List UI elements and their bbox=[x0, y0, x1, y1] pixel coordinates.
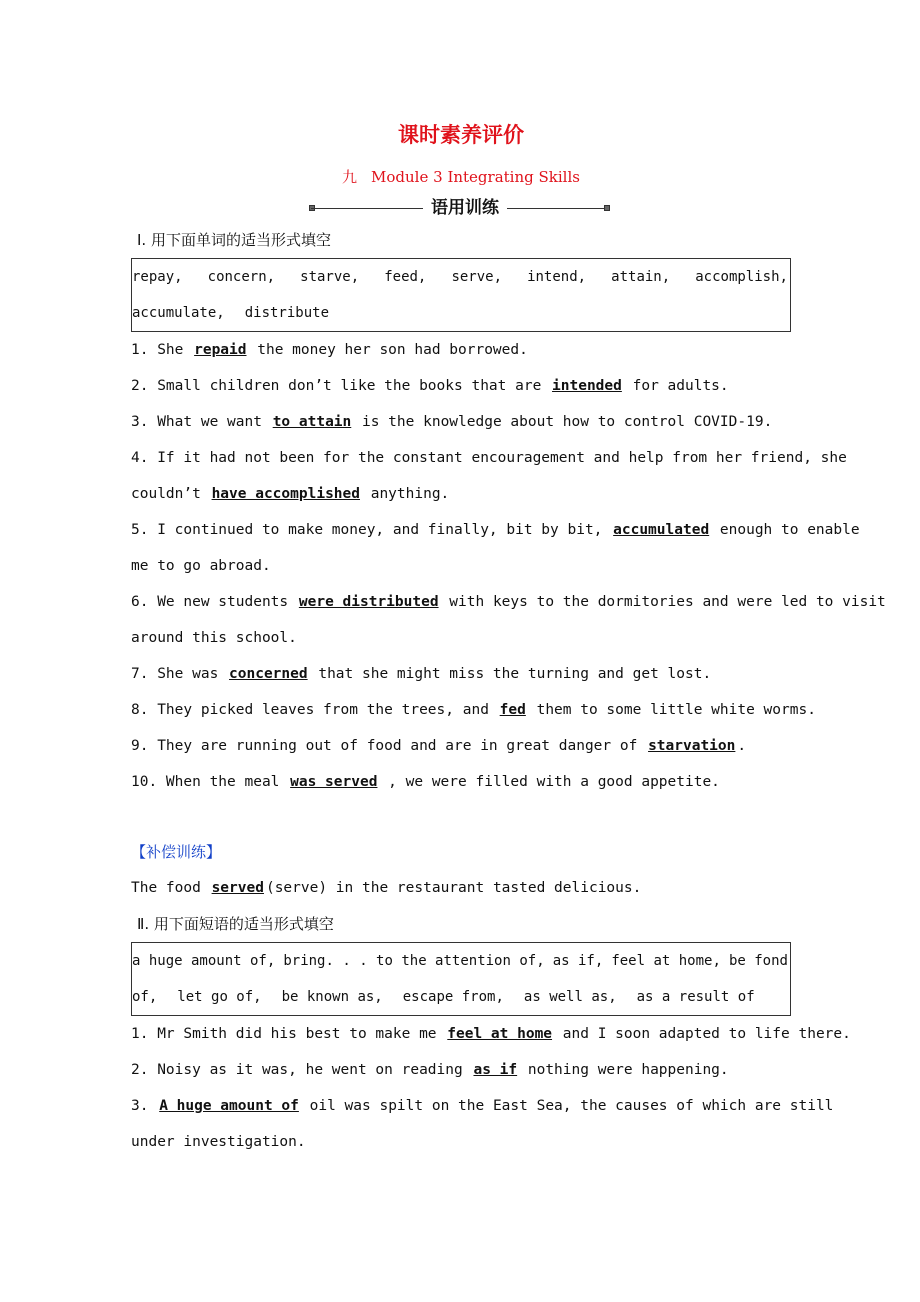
question-1: 1. She repaid the money her son had borrowed. bbox=[131, 342, 528, 358]
word-box bbox=[131, 258, 791, 332]
phrase-row-2 bbox=[132, 979, 790, 1015]
supplement-question: The food served (serve) in the restaurant tasted delicious. bbox=[131, 880, 642, 896]
answer-blank: to attain bbox=[272, 414, 352, 430]
word-item: feed, bbox=[384, 269, 427, 285]
answer-blank: starvation bbox=[648, 738, 736, 754]
word-item: accumulate, bbox=[132, 305, 225, 321]
answer-blank: served bbox=[211, 880, 264, 896]
question-5-line-2: me to go abroad. bbox=[131, 558, 271, 574]
answer-blank: fed bbox=[499, 702, 526, 718]
module-number: 九 bbox=[342, 168, 358, 186]
phrase-item: escape from, bbox=[402, 989, 504, 1005]
word-item: intend, bbox=[527, 269, 587, 285]
question-5-line-1: 5. I continued to make money, and finally, bit by bit, accumulated enough to enable bbox=[131, 522, 860, 538]
word-item: serve, bbox=[451, 269, 503, 285]
question-6-line-2: around this school. bbox=[131, 630, 297, 646]
answer-blank: were distributed bbox=[298, 594, 439, 610]
module-subtitle bbox=[131, 164, 791, 190]
word-item: accomplish, bbox=[695, 269, 788, 285]
answer-blank: intended bbox=[552, 378, 622, 394]
phrase-item: feel at home, bbox=[611, 953, 721, 969]
phrase-item: as well as, bbox=[523, 989, 617, 1005]
word-item: starve, bbox=[300, 269, 360, 285]
answer-blank: concerned bbox=[229, 666, 308, 682]
answer-blank: repaid bbox=[194, 342, 247, 358]
phrase-question-3-line-1: 3. A huge amount of oil was spilt on the East Sea, the causes of which are still bbox=[131, 1098, 834, 1114]
word-row-2 bbox=[132, 295, 790, 331]
section-banner bbox=[131, 194, 791, 222]
module-text: Module 3 Integrating Skills bbox=[371, 168, 580, 186]
answer-blank: as if bbox=[473, 1062, 518, 1078]
phrase-item: be fond bbox=[728, 953, 788, 969]
phrase-question-3-line-2: under investigation. bbox=[131, 1134, 306, 1150]
answer-blank: was served bbox=[290, 774, 378, 790]
supplement-heading: 【补偿训练】 bbox=[131, 843, 222, 861]
question-4-line-2: couldn’t have accomplished anything. bbox=[131, 486, 450, 502]
worksheet-page bbox=[131, 118, 886, 1160]
phrase-item: as a result of bbox=[636, 989, 755, 1005]
question-3: 3. What we want to attain is the knowledge about how to control COVID-19. bbox=[131, 414, 773, 430]
section1-heading: Ⅰ. 用下面单词的适当形式填空 bbox=[137, 231, 331, 249]
phrase-item: bring. . . to the attention of, bbox=[283, 953, 545, 969]
answer-blank: A huge amount of bbox=[159, 1098, 299, 1114]
spacer bbox=[131, 800, 791, 834]
question-6-line-1: 6. We new students were distributed with keys to the dormitories and were led to visit bbox=[131, 594, 886, 610]
question-9: 9. They are running out of food and are in great danger of starvation . bbox=[131, 738, 747, 754]
banner-left-rule bbox=[311, 208, 423, 209]
question-8: 8. They picked leaves from the trees, and fed them to some little white worms. bbox=[131, 702, 816, 718]
banner-right-rule bbox=[507, 208, 607, 209]
word-item: concern, bbox=[207, 269, 276, 285]
answer-blank: feel at home bbox=[447, 1026, 553, 1042]
word-row-1 bbox=[132, 259, 790, 295]
answer-blank: have accomplished bbox=[211, 486, 360, 502]
phrase-question-2: 2. Noisy as it was, he went on reading as if nothing were happening. bbox=[131, 1062, 729, 1078]
page-title: 课时素养评价 bbox=[398, 123, 524, 147]
phrase-item: be known as, bbox=[281, 989, 383, 1005]
phrase-question-1: 1. Mr Smith did his best to make me feel at home and I soon adapted to life there. bbox=[131, 1026, 851, 1042]
banner-label: 语用训练 bbox=[431, 198, 499, 218]
banner-right-dot-icon bbox=[604, 205, 610, 211]
word-item: attain, bbox=[611, 269, 671, 285]
phrase-item: a huge amount of, bbox=[132, 953, 276, 969]
question-2: 2. Small children don’t like the books that are intended for adults. bbox=[131, 378, 729, 394]
phrase-item: as if, bbox=[552, 953, 604, 969]
phrase-row-1 bbox=[132, 943, 790, 979]
word-item: repay, bbox=[132, 269, 183, 285]
question-7: 7. She was concerned that she might miss the turning and get lost. bbox=[131, 666, 712, 682]
section2-heading: Ⅱ. 用下面短语的适当形式填空 bbox=[137, 915, 334, 933]
question-10: 10. When the meal was served , we were filled with a good appetite. bbox=[131, 774, 720, 790]
phrase-box bbox=[131, 942, 791, 1016]
answer-blank: accumulated bbox=[613, 522, 710, 538]
question-4-line-1: 4. If it had not been for the constant encouragement and help from her friend, she bbox=[131, 450, 847, 466]
phrase-item: of, bbox=[132, 989, 158, 1005]
phrase-item: let go of, bbox=[177, 989, 262, 1005]
word-item: distribute bbox=[244, 305, 330, 321]
